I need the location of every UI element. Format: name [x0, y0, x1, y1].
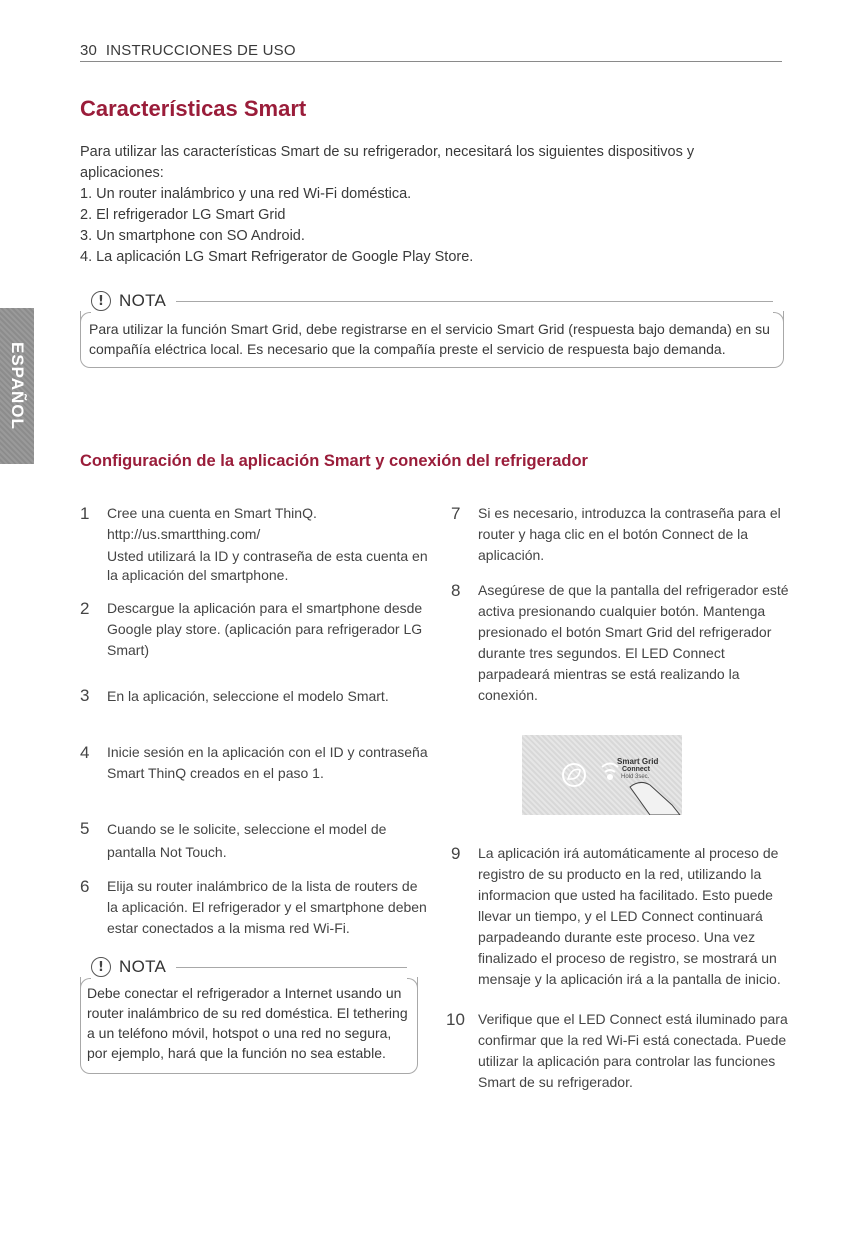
step-1: [80, 503, 430, 585]
step-number: 6: [80, 877, 90, 896]
step-number: 7: [451, 504, 461, 523]
note-text: Debe conectar el refrigerador a Internet usando un router inalámbrico de su red doméstica. El tethering a un teléfono móvil, hotspot o una red no segura, por ejemplo, hará que la función no sea estable.: [87, 985, 408, 1061]
language-tab: [0, 308, 34, 464]
page-number: 30: [80, 42, 98, 59]
step-text: La aplicación irá automáticamente al proceso de registro de su producto en la red, utilizando la informacion que usted ha facilitado. Esto puede llevar un tiempo, y el LED Connect continuará parpadeando durante este proceso. Una vez finalizado el proceso de registro, se mostrará un mensaje y la aplicación irá a la pantalla de inicio.: [478, 845, 781, 987]
page-header: [80, 42, 296, 59]
smart-grid-label: Smart Grid: [617, 757, 659, 766]
step-number: 10: [446, 1010, 465, 1029]
exclamation-icon: !: [91, 291, 111, 311]
step-4: [80, 742, 430, 784]
note-body: [80, 311, 784, 368]
control-panel-illustration: [522, 735, 682, 815]
eco-icon: [563, 764, 585, 786]
section-title: INSTRUCCIONES DE USO: [105, 42, 296, 59]
step-number: 4: [80, 743, 90, 762]
note-box-top: [80, 290, 784, 368]
step-2: [80, 598, 430, 661]
step-text: Si es necesario, introduzca la contraseña para el router y haga clic en el botón Connect de la aplicación.: [478, 505, 781, 563]
hold-label: Hold 3sec.: [621, 774, 650, 780]
note-header: [80, 290, 784, 312]
exclamation-icon: !: [91, 957, 111, 977]
hand-icon: [630, 782, 680, 815]
intro-item: 1. Un router inalámbrico y una red Wi-Fi doméstica.: [80, 186, 412, 202]
note-label: NOTA: [119, 291, 167, 310]
note-text: Para utilizar la función Smart Grid, debe registrarse en el servicio Smart Grid (respuesta bajo demanda) en su compañía eléctrica local. Es necesario que la compañía preste el servicio de respuesta bajo demanda.: [89, 321, 770, 357]
note-box-bottom: [80, 956, 418, 1074]
intro-item: 4. La aplicación LG Smart Refrigerator de Google Play Store.: [80, 249, 474, 265]
step-number: 5: [80, 819, 90, 838]
step-7: [451, 503, 791, 566]
step-url: http://us.smartthing.com/: [107, 526, 261, 542]
step-text: Usted utilizará la ID y contraseña de esta cuenta en la aplicación del smartphone.: [107, 548, 428, 583]
step-text: Elija su router inalámbrico de la lista de routers de la aplicación. El refrigerador y el smartphone deben estar conectados a la misma red Wi-Fi.: [107, 878, 427, 936]
page-title: Características Smart: [80, 96, 307, 121]
step-number: 1: [80, 504, 90, 523]
step-text: Asegúrese de que la pantalla del refrigerador esté activa presionando cualquier botón. Mantenga presionado el botón Smart Grid del refrigerador durante tres segundos. El LED Connect parpadeará mientras se está realizando la conexión.: [478, 582, 789, 703]
connect-label: Connect: [622, 766, 650, 773]
control-panel-graphic: [522, 735, 682, 815]
note-header: [80, 956, 418, 978]
header-divider: [80, 61, 782, 62]
intro-text: [80, 142, 780, 268]
section-subtitle: Configuración de la aplicación Smart y conexión del refrigerador: [80, 452, 588, 470]
step-text: Cree una cuenta en Smart ThinQ.: [107, 505, 317, 521]
step-text: En la aplicación, seleccione el modelo Smart.: [107, 688, 389, 704]
step-text: Verifique que el LED Connect está iluminado para confirmar que la red Wi-Fi está conectada. Puede utilizar la aplicación para controlar las funciones Smart de su refrigerador.: [478, 1011, 788, 1090]
step-number: 3: [80, 686, 90, 705]
intro-lead: Para utilizar las características Smart de su refrigerador, necesitará los siguientes dispositivos y aplicaciones:: [80, 144, 695, 181]
note-body: [80, 977, 418, 1074]
intro-item: 3. Un smartphone con SO Android.: [80, 228, 305, 244]
step-6: [80, 876, 430, 939]
note-rule: [176, 967, 407, 968]
step-5: [80, 818, 430, 864]
wifi-icon: [602, 764, 618, 780]
language-tab-label: ESPAÑOL: [8, 342, 27, 430]
step-9: [451, 843, 791, 990]
step-text: Inicie sesión en la aplicación con el ID y contraseña Smart ThinQ creados en el paso 1.: [107, 744, 428, 781]
step-number: 9: [451, 844, 461, 863]
note-rule: [176, 301, 773, 302]
step-text: Descargue la aplicación para el smartphone desde Google play store. (aplicación para refrigerador LG Smart): [107, 600, 423, 658]
note-label: NOTA: [119, 957, 167, 976]
step-10: [446, 1009, 791, 1093]
step-8: [451, 580, 791, 706]
step-number: 2: [80, 599, 90, 618]
step-number: 8: [451, 581, 461, 600]
step-text: Cuando se le solicite, seleccione el model de pantalla Not Touch.: [107, 821, 387, 860]
step-3: [80, 685, 430, 708]
intro-item: 2. El refrigerador LG Smart Grid: [80, 207, 286, 223]
